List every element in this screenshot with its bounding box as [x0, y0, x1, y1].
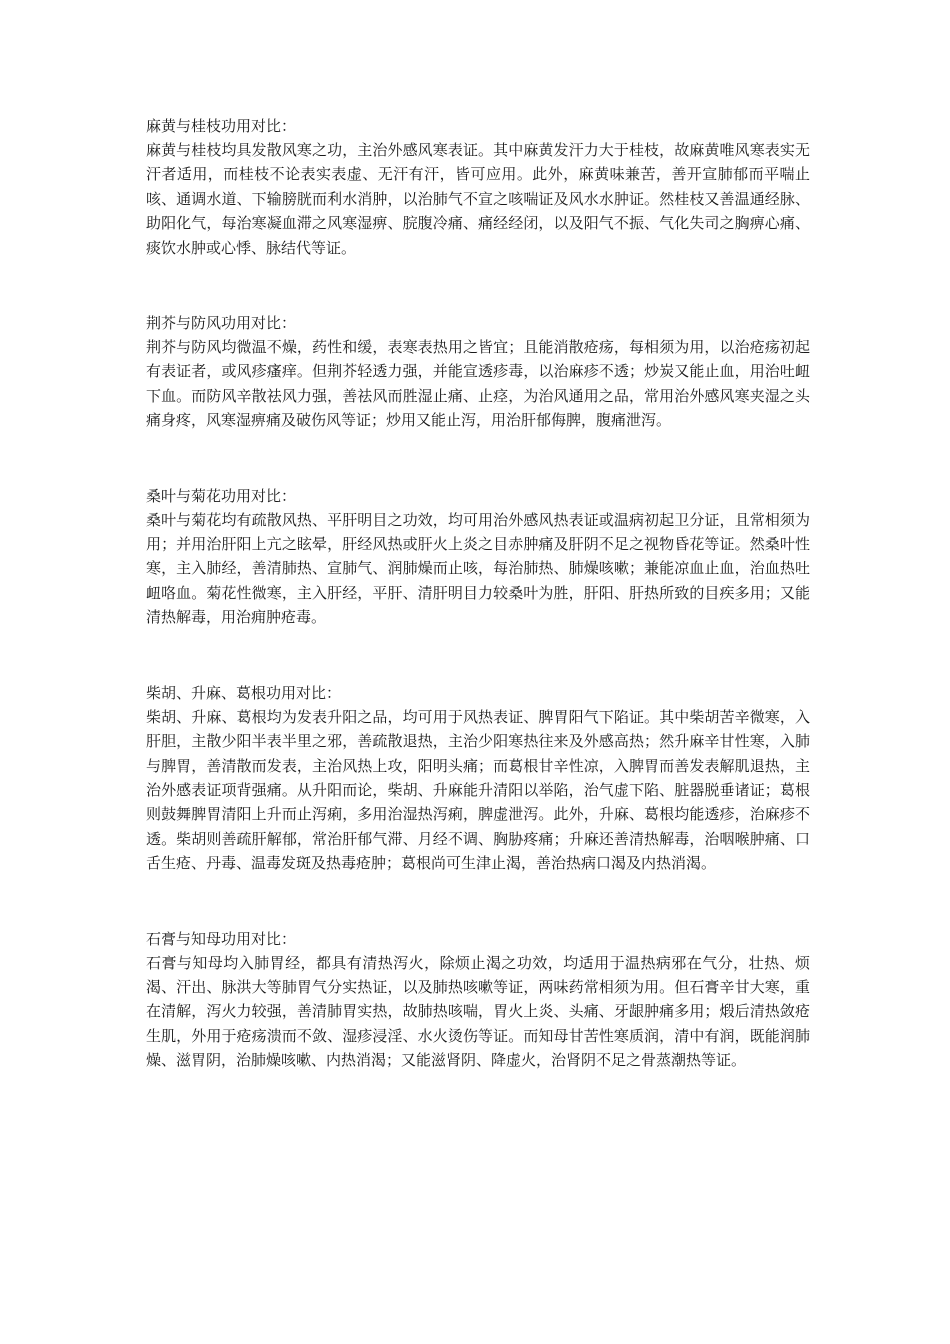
section-paragraph: 石膏与知母均入肺胃经，都具有清热泻火，除烦止渴之功效，均适用于温热病邪在气分，壮热、烦渴、汗出、脉洪大等肺胃气分实热证，以及肺热咳嗽等证，两味药常相须为用。但石膏辛甘大寒，重在清解，泻火力较强，善清肺胃实热，故肺热咳喘，胃火上炎、头痛、牙龈肿痛多用；煅后清热敛疮生肌，外用于疮疡溃而不敛、湿疹浸淫、水火烫伤等证。而知母甘苦性寒质润，清中有润，既能润肺燥、滋胃阴，治肺燥咳嗽、内热消渴；又能滋肾阴、降虚火，治肾阴不足之骨蒸潮热等证。 [146, 953, 810, 1070]
section-paragraph: 柴胡、升麻、葛根均为发表升阳之品，均可用于风热表证、脾胃阳气下陷证。其中柴胡苦辛微寒，入肝胆，主散少阳半表半里之邪，善疏散退热，主治少阳寒热往来及外感高热；然升麻辛甘性寒，入肺与脾胃，善清散而发表，主治风热上攻，阳明头痛；而葛根甘辛性凉，入脾胃而善发表解肌退热，主治外感表证项背强痛。从升阳而论，柴胡、升麻能升清阳以举陷，治气虚下陷、脏器脱垂诸证；葛根则鼓舞脾胃清阳上升而止泻痢，多用治湿热泻痢，脾虚泄泻。此外，升麻、葛根均能透疹，治麻疹不透。柴胡则善疏肝解郁，常治肝郁气滞、月经不调、胸胁疼痛；升麻还善清热解毒，治咽喉肿痛、口舌生疮、丹毒、温毒发斑及热毒疮肿；葛根尚可生津止渴，善治热病口渴及内热消渴。 [146, 707, 810, 873]
section-paragraph: 麻黄与桂枝均具发散风寒之功，主治外感风寒表证。其中麻黄发汗力大于桂枝，故麻黄唯风寒表实无汗者适用，而桂枝不论表实表虚、无汗有汗，皆可应用。此外，麻黄味兼苦，善开宣肺郁而平喘止咳、通调水道、下输膀胱而利水消肿，以治肺气不宣之咳喘证及风水水肿证。然桂枝又善温通经脉、助阳化气，每治寒凝血滞之风寒湿痹、脘腹冷痛、痛经经闭，以及阳气不振、气化失司之胸痹心痛、痰饮水肿或心悸、脉结代等证。 [146, 141, 810, 257]
section-heading: 桑叶与菊花功用对比： [146, 486, 297, 505]
section-shigao-zhimu [146, 927, 810, 1073]
document-body [146, 114, 810, 1073]
section-chaihu-shengma-gegen [146, 681, 810, 876]
section-mahuang-guizhi [146, 114, 810, 260]
section-jingjie-fangfeng [146, 311, 810, 433]
section-heading: 柴胡、升麻、葛根功用对比： [146, 683, 342, 702]
section-heading: 麻黄与桂枝功用对比： [146, 117, 297, 135]
section-heading: 石膏与知母功用对比： [146, 929, 297, 948]
section-heading: 荆芥与防风功用对比： [146, 314, 297, 333]
section-sangye-juhua [146, 484, 810, 630]
section-paragraph: 桑叶与菊花均有疏散风热、平肝明目之功效，均可用治外感风热表证或温病初起卫分证，且常相须为用；并用治肝阳上亢之眩晕，肝经风热或肝火上炎之目赤肿痛及肝阴不足之视物昏花等证。然桑叶性寒，主入肺经，善清肺热、宣肺气、润肺燥而止咳，每治肺热、肺燥咳嗽；兼能凉血止血，治血热吐衄咯血。菊花性微寒，主入肝经，平肝、清肝明目力较桑叶为胜，肝阳、肝热所致的目疾多用；又能清热解毒，用治痈肿疮毒。 [146, 510, 810, 627]
section-paragraph: 荆芥与防风均微温不燥，药性和缓，表寒表热用之皆宜；且能消散疮疡，每相须为用，以治疮疡初起有表证者，或风疹瘙痒。但荆芥轻透力强，并能宣透疹毒，以治麻疹不透；炒炭又能止血，用治吐衄下血。而防风辛散祛风力强，善祛风而胜湿止痛、止痉，为治风通用之品，常用治外感风寒夹湿之头痛身疼，风寒湿痹痛及破伤风等证；炒用又能止泻，用治肝郁侮脾，腹痛泄泻。 [146, 338, 810, 430]
